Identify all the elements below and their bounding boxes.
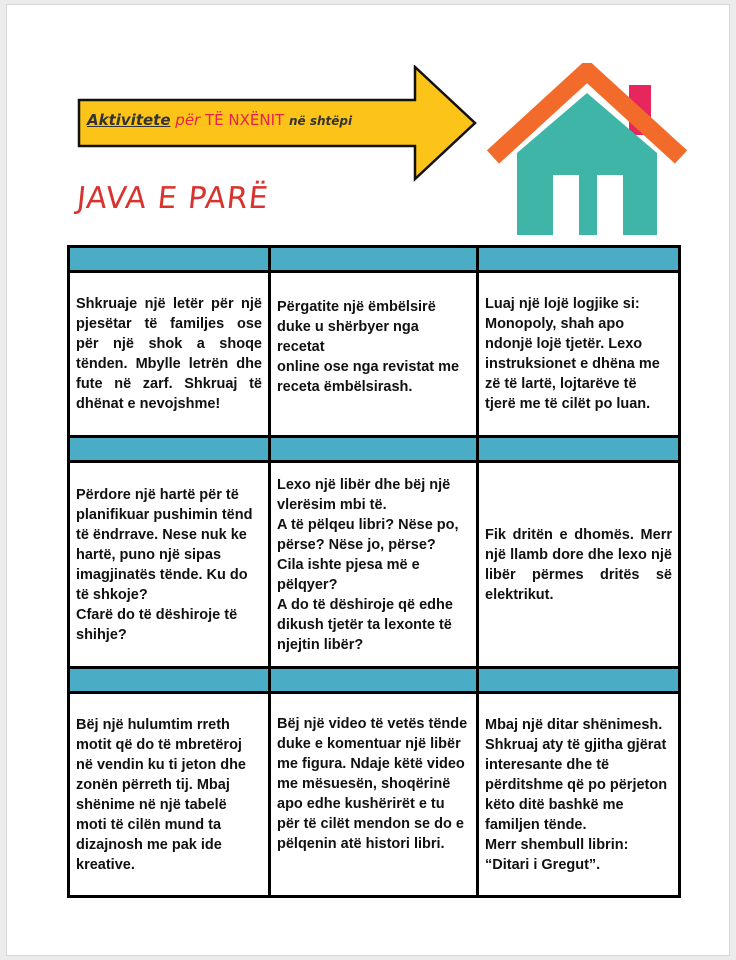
activity-cell — [271, 273, 476, 435]
row-2-band — [70, 438, 678, 463]
activity-text: Fik dritën e dhomës. Merr një llamb dore dhe lexo një libër përmes dritës së elektrikut. — [485, 526, 672, 603]
activity-cell — [70, 694, 268, 895]
activity-cell — [479, 273, 678, 435]
row-3-band — [70, 669, 678, 694]
house-icon — [487, 63, 687, 239]
row-1-band — [70, 248, 678, 273]
row-divider — [70, 435, 678, 438]
activity-text: Luaj një lojë logjike si: Monopoly, shah apo ndonjë lojë tjetër. Lexo instruksionet e dhëna me zë të lartë, lojtarëve të tjerë me të cilët po luan. — [485, 296, 660, 412]
activity-cell — [271, 694, 476, 895]
arrow-word-4: në shtëpi — [288, 114, 353, 128]
arrow-word-1: Aktivitete — [87, 111, 171, 129]
activity-cell — [271, 463, 476, 666]
worksheet-page — [6, 4, 730, 956]
activities-grid — [67, 245, 681, 898]
title-arrow — [77, 65, 477, 185]
activity-text: Shkruaje një letër për një pjesëtar të familjes ose për një shok a shoqe tënden. Mbylle letrën dhe fute në zarf. Shkruaj të dhënat e nevojshme! — [76, 296, 262, 412]
activity-cell — [479, 463, 678, 666]
week-title: JAVA E PARË — [75, 181, 271, 216]
activity-text: Përdore një hartë për të planifikuar pushimin tënd të ëndrrave. Nese nuk ke hartë, puno një sipas imagjinatës tënde. Ku do të shkoje? Cfarë do të dëshiroje të shihje? — [76, 486, 253, 643]
activity-text: Bëj një hulumtim rreth motit që do të mbretëroj në vendin ku ti jeton dhe zonën përreth tij. Mbaj shënime në një tabelë moti të cilën mund ta dizajnosh me pak ide kreative. — [76, 716, 246, 873]
activity-cell — [70, 273, 268, 435]
activity-text: Mbaj një ditar shënimesh. Shkruaj aty të gjitha gjërat interesante dhe të përditshme që po përjeton këto ditë bashkë me familjen tënde. Merr shembull librin: “Ditari i Gregut”. — [485, 716, 668, 873]
activity-cell — [479, 694, 678, 895]
activity-text: Përgatite një ëmbëlsirë duke u shërbyer nga recetat online ose nga revistat me receta ëmbëlsirash. — [277, 299, 460, 395]
activity-cell — [70, 463, 268, 666]
activity-text: Lexo një libër dhe bëj një vlerësim mbi të. A të pëlqeu libri? Nëse po, përse? Nëse jo, përse? Cila ishte pjesa më e pëlqyer? A do të dëshiroje që edhe dikush tjetër ta lexonte të njejtin libër? — [277, 476, 459, 653]
arrow-word-2: për — [175, 111, 201, 129]
arrow-heading — [87, 111, 352, 129]
row-divider — [70, 666, 678, 669]
activity-text: Bëj një video të vetës tënde duke e komentuar një libër me figura. Ndaje këtë video me mësuesën, shoqërinë apo edhe kushërirët e tu për të cilët mendon se do e pëlqenin atë histori libri. — [277, 716, 468, 852]
arrow-word-3: TË NXËNIT — [205, 111, 285, 129]
